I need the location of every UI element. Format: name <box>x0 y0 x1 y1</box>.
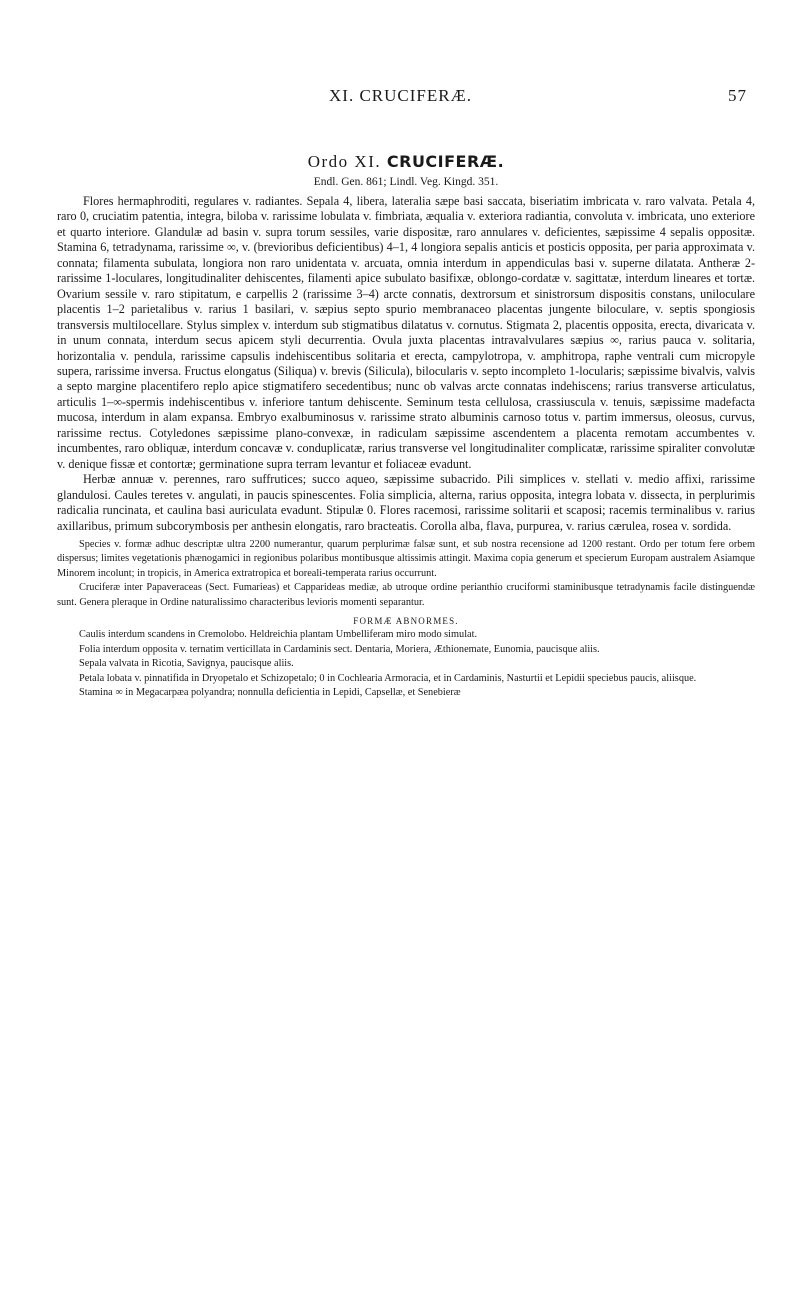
abnormal-form-item: Petala lobata v. pinnatifida in Dryopetalo et Schizopetalo; 0 in Cochlearia Armoracia, et in Cardaminis, Nasturtii et Lepidii speciebus paucis, aliisque. <box>79 672 697 684</box>
order-name: CRUCIFERÆ. <box>386 152 505 171</box>
abnormal-forms-list <box>57 628 755 701</box>
distribution-notes <box>57 538 755 610</box>
notes-paragraph: Species v. formæ adhuc descriptæ ultra 2200 numerantur, quarum perplurimæ falsæ sunt, et sub nostra recensione ad 1200 restant. Ordo per totum fere orbem dispersus; limites vegetationis phænogamici in regionibus polaribus montibusque altissimis attingit. Maxima copia generum et specierum Europam australem Asiamque Minorem incolunt; in tropicis, in America extratropica et boreali-temperata rarius occurrunt. <box>57 538 755 579</box>
running-head-title: XI. CRUCIFERÆ. <box>329 86 472 105</box>
description-paragraph: Herbæ annuæ v. perennes, raro suffrutices; succo aqueo, sæpissime subacrido. Pili simplices v. stellati v. medio affixi, rarissime glandulosi. Caules teretes v. angulati, in paucis spinescentes. Folia simplicia, alterna, rarius opposita, integra lobata v. dissecta, in perplurimis radicalia runcinata, et caulina basi auriculata evadunt. Stipulæ 0. Flores racemosi, rarissime solitarii et scaposi; racemis terminalibus v. rarius axillaribus, primum subcorymbosis per anthesin elongatis, raro bracteatis. Corolla alba, flava, purpurea, v. rarius cærulea, rosea v. sordida. <box>57 472 755 533</box>
abnormal-form-item: Folia interdum opposita v. ternatim verticillata in Cardaminis sect. Dentaria, Moriera, Æthionemate, Eunomia, paucisque aliis. <box>79 643 600 655</box>
notes-paragraph: Cruciferæ inter Papaveraceas (Sect. Fumarieas) et Capparideas mediæ, ab utroque ordine perianthio cruciformi staminibusque tetradynamis facile distinguendæ sunt. Genera pleraque in Ordine naturalissimo characteribus levioris momenti separantur. <box>57 582 755 608</box>
running-head <box>0 86 801 110</box>
order-description <box>57 194 755 534</box>
description-paragraph: Flores hermaphroditi, regulares v. radiantes. Sepala 4, libera, lateralia sæpe basi saccata, biseriatim imbricata v. raro valvata. Petala 4, raro 0, cruciatim patentia, integra, biloba v. rarissime lobulata v. fimbriata, æqualia v. exteriora radiantia, convoluta v. imbricata, uno exteriore et quarto interiore. Glandulæ ad basin v. supra torum sessiles, varie dispositæ, raro annulares v. deficientes, sæpissime 4 sepalis oppositæ. Stamina 6, tetradynama, rarissime ∞, v. (brevioribus deficientibus) 4–1, 4 longiora sepalis anticis et posticis opposita, per paria approximata v. connata; filamenta subulata, longiora non raro unidentata v. arcuata, omnia interdum in appendiculas basi v. superne dilatata. Antheræ 2- rarissime 1-loculares, longitudinaliter dehiscentes, filamenti apice subulato basifixæ, oblongo-cordatæ v. sagittatæ, interdum lineares et tortæ. Ovarium sessile v. raro stipitatum, e carpellis 2 (rarissime 3–4) arcte connatis, dextrorsum et sinistrorsum dispositis constans, uniloculare placentis 1–2 parietalibus v. rarius 1 basilari, v. sæpius septo spurio membranaceo placentas jungente biloculare, v. septis spongiosis transversis multilocellare. Stylus simplex v. interdum sub stigmatibus dilatatus v. cornutus. Stigmata 2, placentis opposita, erecta, divaricata v. in unum connata, interdum secus apicem styli decurrentia. Ovula juxta placentas intravalvulares sæpius ∞, rarius pauca v. solitaria, horizontalia v. pendula, rarissime capsulis indehiscentibus solitaria et erecta, campylotropa, v. amphitropa, raphe ventrali cum micropyle supera, rarissime inversa. Fructus elongatus (Siliqua) v. brevis (Silicula), bilocularis v. septo incompleto 1-locularis; sæpissime bivalvis, valvis a septo margine placentifero replo apice stigmatifero secedentibus; nunc ob valvas arcte connatas indehiscens; rarius transverse articulatus, articulis 1–∞-spermis indehiscentibus v. inferiore tantum dehiscente. Seminum testa cellulosa, crassiuscula v. tenuis, sæpissime madefacta mucosa, interdum in alam expansa. Embryo exalbuminosus v. rarissime strato albuminis carnoso totus v. partim immersus, oleosus, curvus, rarissime rectus. Cotyledones sæpissime plano-convexæ, in radiculam sæpissime ascendentem a placenta remotam accumbentes v. incumbentes, raro obliquæ, interdum concavæ v. conduplicatæ, rarius transverse vel longitudinaliter complicatæ, rarissime spiraliter convolutæ v. denique fissæ et contortæ; germinatione supra terram levantur et foliaceæ evadunt. <box>57 194 755 471</box>
abnormal-form-item: Sepala valvata in Ricotia, Savignya, paucisque aliis. <box>79 658 294 670</box>
literature-references: Endl. Gen. 861; Lindl. Veg. Kingd. 351. <box>313 176 499 188</box>
order-title <box>57 152 755 172</box>
order-label: Ordo XI. <box>307 152 382 171</box>
abnormal-forms-heading: FORMÆ ABNORMES. <box>353 616 459 626</box>
abnormal-form-item: Caulis interdum scandens in Cremolobo. Heldreichia plantam Umbelliferam miro modo simulat. <box>79 629 478 640</box>
abnormal-form-item: Stamina ∞ in Megacarpæa polyandra; nonnulla deficientia in Lepidi, Capsellæ, et Senebieræ <box>79 687 461 699</box>
page-content <box>57 152 755 701</box>
page-number: 57 <box>728 86 747 105</box>
